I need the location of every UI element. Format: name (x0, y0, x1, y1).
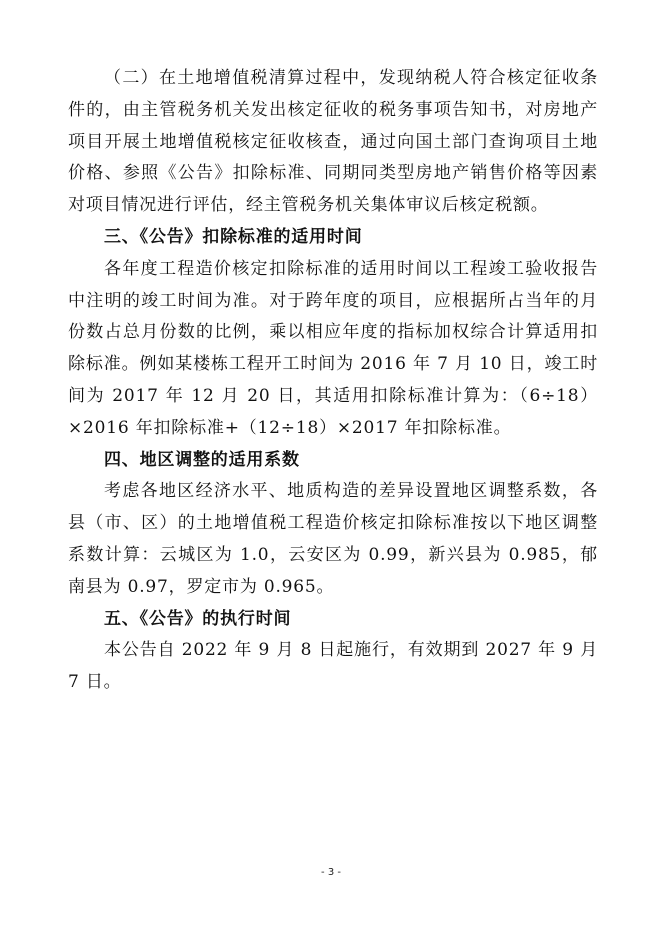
paragraph-regional-coefficients: 考虑各地区经济水平、地质构造的差异设置地区调整系数，各县（市、区）的土地增值税工程造价核定扣除标准按以下地区调整系数计算：云城区为 1.0，云安区为 0.99，新兴县为 0.985，郁南县为 0.97，罗定市为 0.965。 (68, 481, 598, 597)
paragraph-effective-date: 本公告自 2022 年 9 月 8 日起施行，有效期到 2027 年 9 月 7 日。 (68, 640, 598, 693)
paragraph-applicable-time: 各年度工程造价核定扣除标准的适用时间以工程竣工验收报告中注明的竣工时间为准。对于跨年度的项目，应根据所占当年的月份数占总月份数的比例，乘以相应年度的指标加权综合计算适用扣除标准。例如某楼栋工程开工时间为 2016 年 7 月 10 日，竣工时间为 2017 年 12 月 20 日，其适用扣除标准计算为：（6÷18）×2016 年扣除标准+（12÷18）×2017 年扣除标准。 (68, 258, 598, 438)
paragraph-verification-procedure: （二）在土地增值税清算过程中，发现纳税人符合核定征收条件的，由主管税务机关发出核定征收的税务事项告知书，对房地产项目开展土地增值税核定征收核查，通过向国土部门查询项目土地价格、参照《公告》扣除标准、同期同类型房地产销售价格等因素对项目情况进行评估，经主管税务机关集体审议后核定税额。 (68, 68, 598, 216)
document-page (68, 63, 598, 699)
heading-section-5: 五、《公告》的执行时间 (104, 608, 292, 629)
heading-section-3: 三、《公告》扣除标准的适用时间 (104, 226, 363, 247)
page-number: - 3 - (321, 867, 341, 878)
heading-section-4: 四、地区调整的适用系数 (104, 449, 300, 470)
